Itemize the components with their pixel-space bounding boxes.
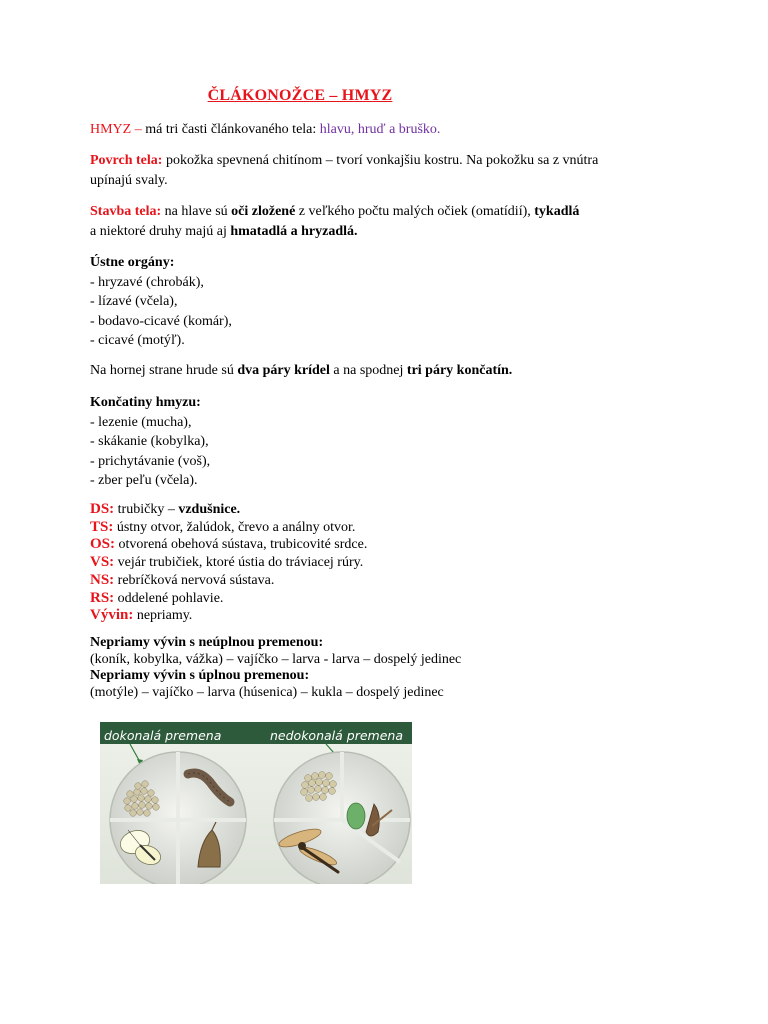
mouthparts-section xyxy=(90,253,690,351)
legs-heading: Končatiny hmyzu: xyxy=(90,395,201,410)
system-text: ústny otvor, žalúdok, črevo a análny otvor. xyxy=(113,519,356,535)
body-systems xyxy=(90,501,690,625)
intro-label: HMYZ – xyxy=(90,122,142,137)
metamorphosis-illustration xyxy=(100,722,412,884)
structure-bold-palps: hmatadlá a hryzadlá. xyxy=(230,223,358,239)
list-item: - cicavé (motýľ). xyxy=(90,333,185,348)
structure-bold-antennae: tykadlá xyxy=(534,204,580,219)
surface-line2: upínajú svaly. xyxy=(90,172,168,188)
list-item: - lízavé (včela), xyxy=(90,294,178,309)
list-item: - bodavo-cicavé (komár), xyxy=(90,313,232,329)
incomplete-metamorphosis-plate xyxy=(274,752,410,884)
structure-paragraph xyxy=(90,202,690,241)
list-item: - lezenie (mucha), xyxy=(90,414,192,430)
system-text: vejár trubičiek, ktoré ústia do tráviacej rúry. xyxy=(114,555,364,571)
intro-text: má tri časti článkovaného tela: xyxy=(141,122,320,137)
label-incomplete-metamorphosis: nedokonalá premena xyxy=(270,728,403,743)
system-abbr: NS: xyxy=(90,571,115,588)
system-text: nepriamy. xyxy=(133,608,193,624)
intro-paragraph xyxy=(90,120,690,140)
system-abbr: Vývin: xyxy=(90,607,134,624)
intro-parts: hlavu, hruď a bruško. xyxy=(319,122,441,137)
label-complete-metamorphosis: dokonalá premena xyxy=(104,728,222,743)
structure-text-line2: a niektoré druhy majú aj xyxy=(90,223,231,239)
list-item: - hryzavé (chrobák), xyxy=(90,274,204,290)
system-abbr: TS: xyxy=(90,518,114,535)
thorax-text-a: Na hornej strane hrude sú xyxy=(90,363,238,378)
system-abbr: OS: xyxy=(90,536,116,553)
system-text: rebríčková nervová sústava. xyxy=(114,572,275,588)
list-item: - prichytávanie (voš), xyxy=(90,453,211,469)
complete-text: (motýle) – vajíčko – larva (húsenica) – kukla – dospelý jedinec xyxy=(90,685,444,701)
legs-section xyxy=(90,393,690,491)
system-abbr: DS: xyxy=(90,501,115,517)
complete-metamorphosis-plate xyxy=(110,752,246,884)
page-title: ČLÁKONOŽCE – HMYZ xyxy=(207,87,393,104)
system-abbr: VS: xyxy=(90,554,115,571)
structure-text-c: z veľkého počtu malých očiek (omatídií), xyxy=(295,204,535,219)
system-text: otvorená obehová sústava, trubicovité srdce. xyxy=(115,537,368,553)
metamorphosis-figure xyxy=(100,722,412,884)
list-item: - zber peľu (včela). xyxy=(90,473,198,488)
development-section xyxy=(90,635,690,702)
incomplete-text: (koník, kobylka, vážka) – vajíčko – larva - larva – dospelý jedinec xyxy=(90,651,462,667)
thorax-wings: dva páry krídel xyxy=(237,363,330,378)
surface-line1: pokožka spevnená chitínom – tvorí vonkajšiu kostru. Na pokožku sa z vnútra xyxy=(162,153,599,168)
thorax-text-c: a na spodnej xyxy=(329,363,407,378)
structure-text-a: na hlave sú xyxy=(161,204,232,219)
system-text: oddelené pohlavie. xyxy=(114,590,224,606)
structure-label: Stavba tela: xyxy=(90,204,162,219)
surface-label: Povrch tela: xyxy=(90,153,163,168)
structure-bold-eyes: oči zložené xyxy=(231,204,296,219)
system-bold: vzdušnice. xyxy=(178,502,241,517)
complete-heading: Nepriamy vývin s úplnou premenou: xyxy=(90,668,310,684)
incomplete-heading: Nepriamy vývin s neúplnou premenou: xyxy=(90,635,324,650)
list-item: - skákanie (kobylka), xyxy=(90,434,209,449)
thorax-legs: tri páry končatín. xyxy=(406,363,513,378)
thorax-paragraph xyxy=(90,361,690,381)
system-abbr: RS: xyxy=(90,589,115,606)
system-text: trubičky – xyxy=(114,502,179,517)
surface-paragraph xyxy=(90,151,690,190)
mouthparts-heading: Ústne orgány: xyxy=(90,255,175,270)
